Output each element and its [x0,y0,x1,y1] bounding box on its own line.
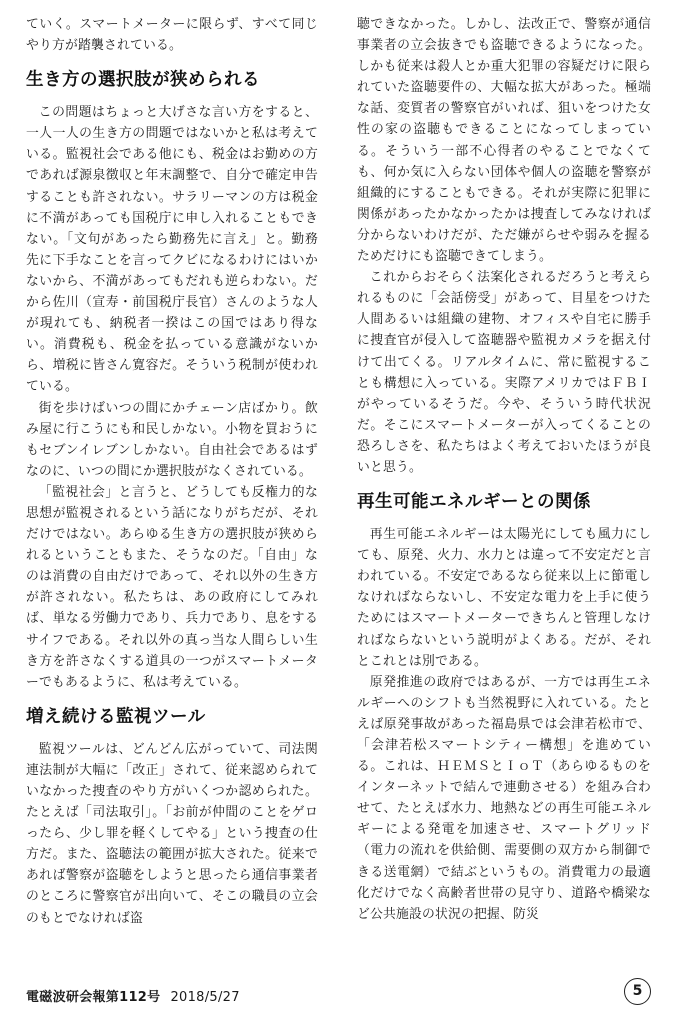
section-heading: 再生可能エネルギーとの関係 [357,492,591,513]
publication-date: 2018/5/27 [170,990,240,1005]
paragraph: 聴できなかった。しかし、法改正で、警察が通信事業者の立会抜きでも盗聴できるようになった。しかも従来は殺人とか重大犯罪の容疑だけに限られていた盗聴要件の、大幅な拡大があった。極端な話、変質者の警察官がいれば、狙いをつけた女性の家の盗聴もできることになってしまっている。そういう一部不心得者のやることでなくても、何か気に入らない団体や個人の盗聴を警察が組織的にすることもできる。それが実際に犯罪に関係があったかなかったかは捜査してみなければ分からないわけだが、ただ嫌がらせや弱みを握るためだけにも盗聴できてしまう。 [357,17,651,265]
paragraph: この問題はちょっと大げさな言い方をすると、一人一人の生き方の問題ではないかと私は考えている。監視社会である他にも、税金はお勤めの方であれば源泉徴収と年末調整で、自分で確定申告することも許されない。サラリーマンの方は税金に不満があっても国税庁に申し入れることもできない。「文句があったら勤務先に言え」と。勤務先に下手なことを言ってクビになるわけにはいかないから、不満があってもだれも逆らわない。だから佐川（宣寿・前国税庁長官）さんのような人が現れても、納税者一揆はこの国ではあり得ない。消費税も、税金を払っている意識がないから、増税に皆さん寛容だ。そういう税制が使われている。 [26,105,318,395]
paragraph: 監視ツールは、どんどん広がっていて、司法関連法制が大幅に「改正」されて、従来認められていなかった捜査のやり方がいくつか認められた。たとえば「司法取引」。「お前が仲間のことをゲロったら、少し罪を軽くしてやる」という捜査の仕方だ。また、盗聴法の範囲が拡大された。従来であれば警察が盗聴をしようと思ったら通信事業者のところに警察官が出向いて、そこの職員の立会のもとでなければ盗 [26,741,318,926]
left-column [26,14,318,929]
footer-publication [26,986,240,1005]
paragraph: 原発推進の政府ではあるが、一方では再生エネルギーへのシフトも当然視野に入れている。たとえば原発事故があった福島県では会津若松市で、「会津若松スマートシティー構想」を進めている。これは、ＨＥＭＳとＩｏＴ（あらゆるものをインターネットで結んで連動させる）を組み合わせて、たとえば水力、地熱などの再生可能エネルギーによる発電を加速させ、スマートグリッド（電力の流れを供給側、需要側の双方から制御できる送電網）で結ぶというもの。消費電力の最適化だけでなく高齢者世帯の見守り、道路や橋梁など公共施設の状況の把握、防災 [357,674,651,922]
right-column [357,14,651,925]
paragraph: ていく。スマートメーターに限らず、すべて同じやり方が踏襲されている。 [26,17,318,54]
section-heading: 増え続ける監視ツール [26,706,206,727]
section-heading: 生き方の選択肢が狭められる [26,70,260,91]
paragraph: 再生可能エネルギーは太陽光にしても風力にしても、原発、火力、水力とは違って不安定だと言われている。不安定であるなら従来以上に節電しなければならないし、不安定な電力を上手に使うためにはスマートメーターできちんと管理しなければならないという説明がよくある。だが、それとこれとは別である。 [357,527,651,669]
paragraph: これからおそらく法案化されるだろうと考えられるものに「会話傍受」があって、目星をつけた人間あるいは組織の建物、オフィスや自宅に勝手に捜査官が侵入して盗聴器や監視カメラを据え付けて出てくる。リアルタイムに、常に監視することも構想に入っている。実際アメリカではＦＢＩがやっているそうだ。今や、そういう時代状況だ。そこにスマートメーターが入ってくることの恐ろしさを、私たちはよく考えておいたほうが良いと思う。 [357,270,651,475]
page-number: 5 [624,978,651,1005]
publication-title: 電磁波研会報第112号 [26,990,161,1005]
paragraph: 街を歩けばいつの間にかチェーン店ばかり。飲み屋に行こうにも和民しかない。小物を買おうにもセブンイレブンしかない。自由社会であるはずなのに、いつの間にか選択肢がなくされている。 [26,400,318,479]
paragraph: 「監視社会」と言うと、どうしても反権力的な思想が監視されるという話になりがちだが、それだけではない。あらゆる生き方の選択肢が狭められるということもまた、そうなのだ。「自由」なのは消費の自由だけであって、それ以外の生き方が許されない。私たちは、あの政府にしてみれば、単なる労働力であり、兵力であり、息をするサイフである。それ以外の真っ当な人間らしい生き方を許さなくする道具の一つがスマートメーターでもあるように、私は考えている。 [26,484,318,690]
